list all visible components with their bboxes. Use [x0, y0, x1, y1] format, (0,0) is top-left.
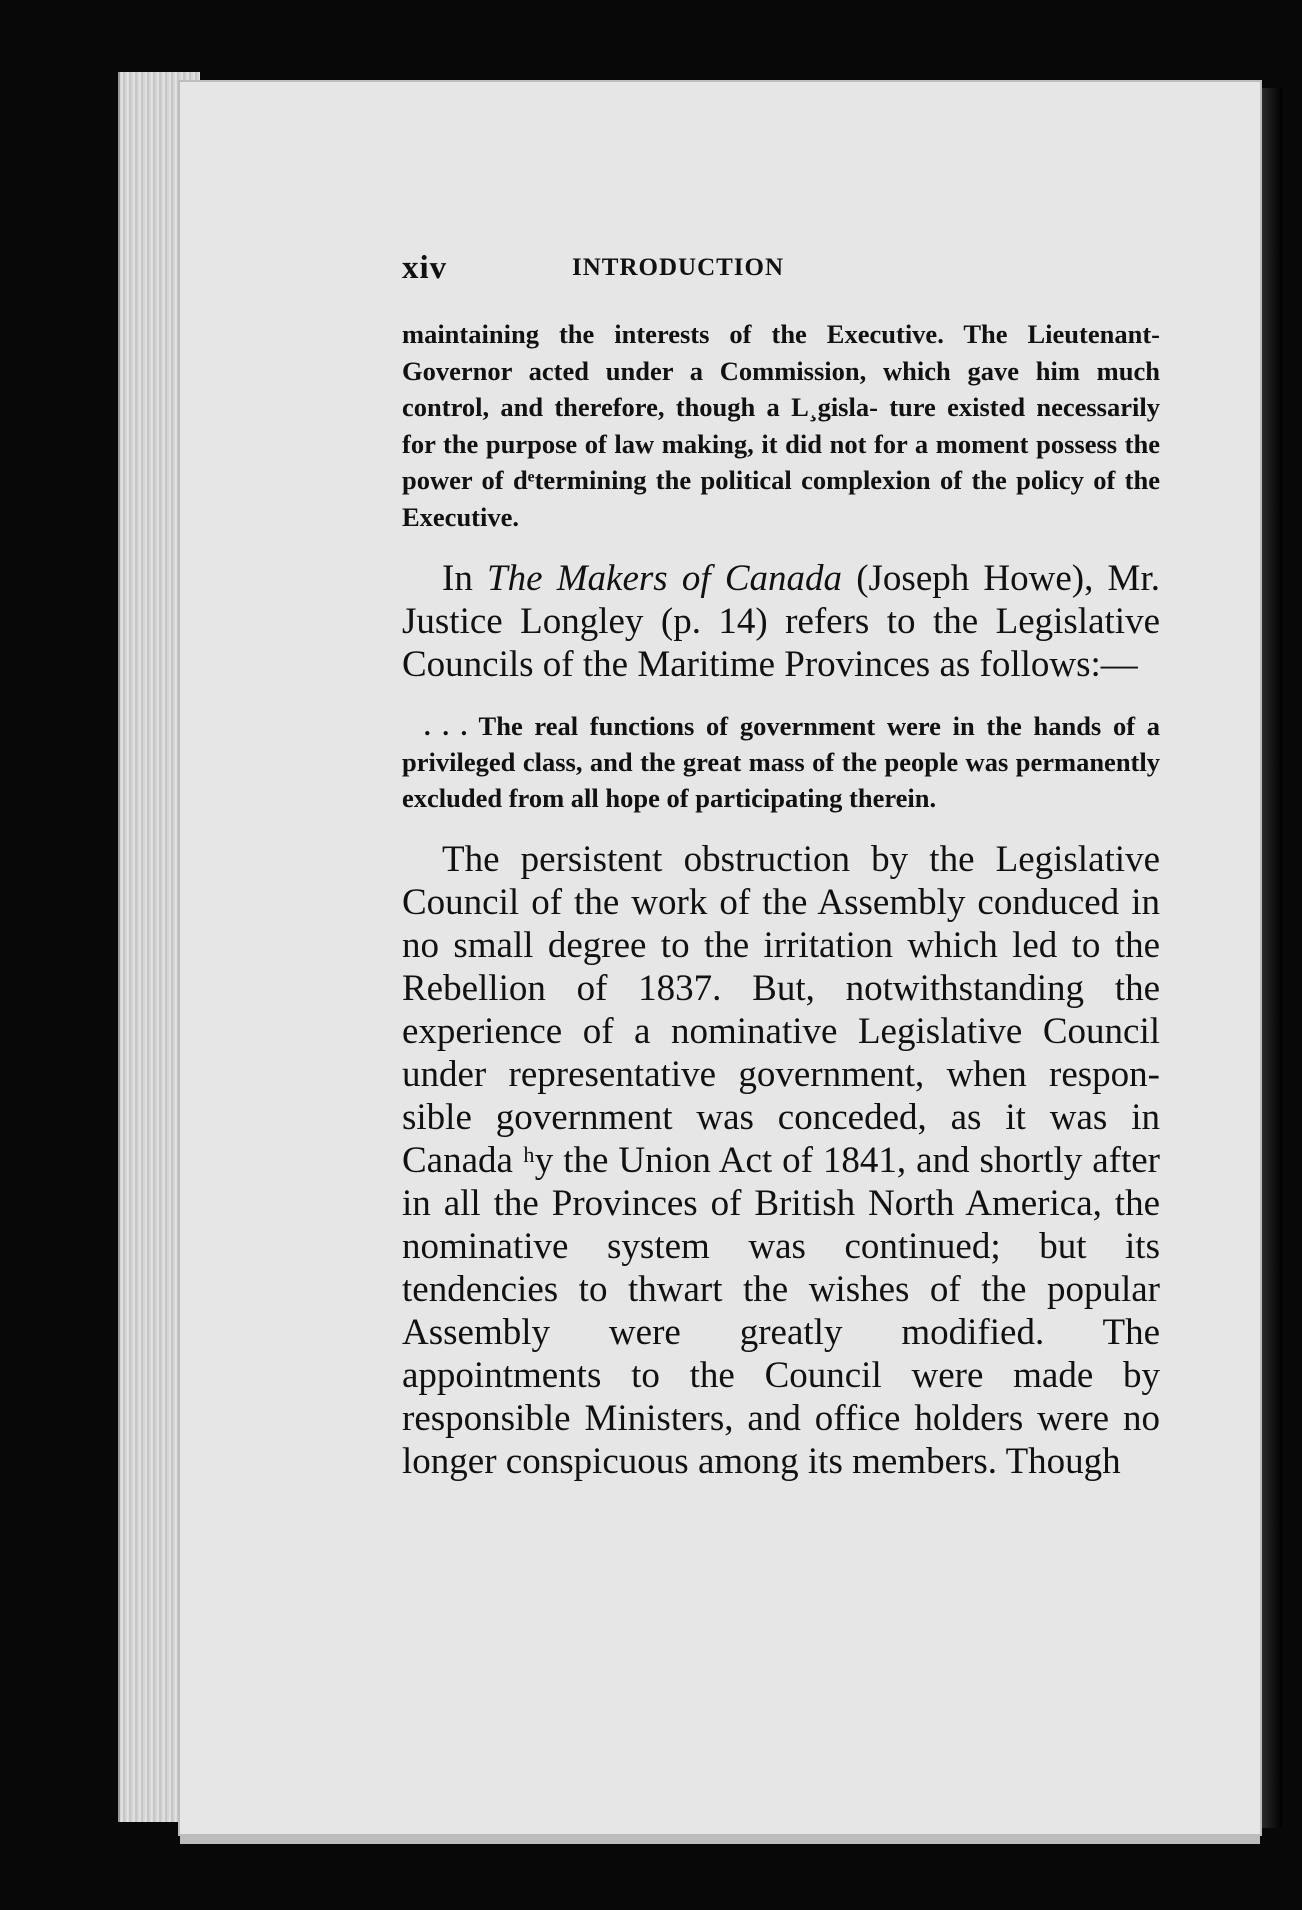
- running-head: [402, 250, 1160, 294]
- running-head-title: INTRODUCTION: [572, 254, 785, 281]
- paragraph-body-text: The persistent obstruction by the Legislative Council of the work of the Assembly conduced in no small degree to the irritation which led to the Rebellion of 1837. But, notwithstanding the experience of a nominative Legislative Council under representative government, when respon- sible government was conceded, as it was in Canada ʰy the Union Act of 1841, and shortly after in all the Provinces of British North America, the nominative system was continued; but its tendencies to thwart the wishes of the popular Assembly were greatly modified. The appointments to the Council were made by responsible Ministers, and office holders were no longer conspicuous among its members. Though: [402, 839, 1160, 1482]
- block-quote: [402, 708, 1160, 816]
- page-number: xiv: [402, 250, 448, 286]
- page-text-block: [402, 250, 1160, 1505]
- paragraph-rest-text: (Joseph Howe), Mr. Justice Longley (p. 14) refers to the Legislative Councils of the Maritime Provinces as follows:—: [402, 558, 1160, 685]
- paragraph-continuation: maintaining the interests of the Executive. The Lieutenant-Governor acted under a Commission, which gave him much control, and therefore, though a L¸gisla- ture existed necessarily for the purpose of law making, it did not for a moment possess the power of dᵉtermining the political complexion of the policy of the Executive.: [402, 319, 1160, 532]
- paragraph-makers-of-canada: [402, 557, 1160, 686]
- quote-text: . . . The real functions of government were in the hands of a privileged class, and the great mass of the people was permanently excluded from all hope of participating therein.: [402, 711, 1160, 813]
- paragraph-lead-text: In: [442, 558, 488, 599]
- book-title-italic: The Makers of Canada: [487, 558, 843, 599]
- binding-edge: [1262, 88, 1282, 1828]
- page-bottom-edge: [180, 1834, 1260, 1844]
- paragraph-persistent-obstruction: [402, 838, 1160, 1483]
